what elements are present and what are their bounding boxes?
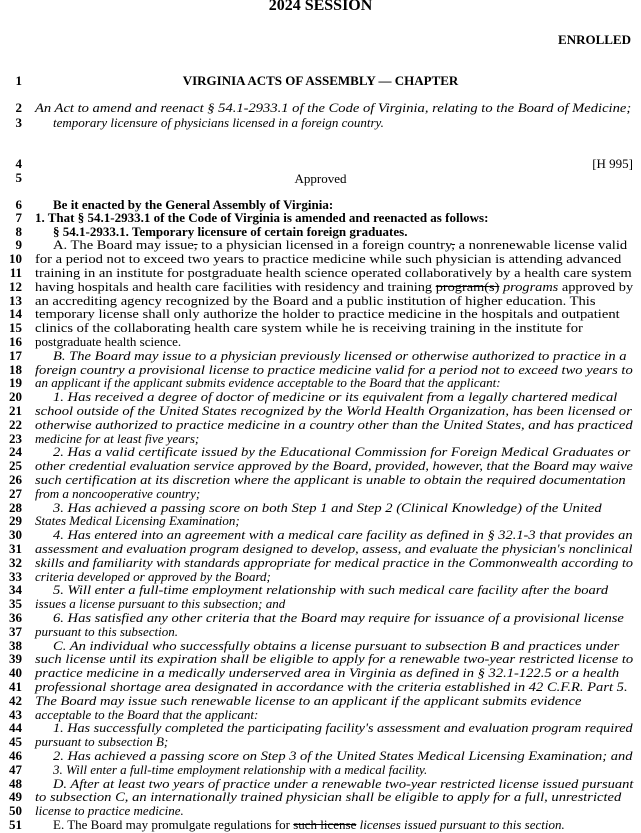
line-35 bbox=[0, 597, 641, 610]
line-11 bbox=[0, 266, 641, 279]
line-24 bbox=[0, 445, 641, 458]
line-49 bbox=[0, 790, 641, 803]
line-text bbox=[35, 376, 501, 389]
line-number: 31 bbox=[9, 541, 22, 556]
line-number: 43 bbox=[9, 707, 22, 722]
text-segment: 5. Will enter a full-time employment relationship with such medical care facility after the board bbox=[53, 582, 609, 597]
line-32 bbox=[0, 556, 641, 569]
line-37 bbox=[0, 625, 641, 638]
line-text bbox=[35, 790, 621, 803]
line-number: 14 bbox=[9, 306, 22, 321]
text-segment: 3. Has achieved a passing score on both Step 1 and Step 2 (Clinical Knowledge) of the United bbox=[53, 500, 602, 515]
line-number: 33 bbox=[9, 569, 22, 584]
line-number: 12 bbox=[9, 279, 22, 294]
line-number: 49 bbox=[9, 789, 22, 804]
line-number: 46 bbox=[9, 748, 22, 763]
line-text bbox=[35, 735, 168, 748]
line-44 bbox=[0, 721, 641, 734]
line-text bbox=[35, 335, 181, 348]
line-2 bbox=[0, 101, 641, 114]
line-4 bbox=[0, 157, 641, 170]
line-number: 51 bbox=[9, 817, 22, 832]
line-number: 29 bbox=[9, 513, 22, 528]
line-text bbox=[53, 611, 624, 624]
line-text bbox=[53, 583, 608, 596]
line-number: 20 bbox=[9, 389, 22, 404]
text-segment: Be it enacted by the General Assembly of Virginia: bbox=[53, 197, 334, 212]
text-segment: temporary licensure of physicians licensed in a foreign country. bbox=[53, 115, 384, 130]
text-segment: issues a license pursuant to this subsection; and bbox=[35, 596, 286, 611]
line-text bbox=[35, 473, 626, 486]
line-number: 30 bbox=[9, 527, 22, 542]
line-19 bbox=[0, 376, 641, 389]
text-segment: E. The Board may promulgate regulations for bbox=[53, 817, 294, 832]
text-segment: approved by bbox=[558, 279, 634, 294]
line-text bbox=[35, 307, 620, 320]
line-text bbox=[35, 404, 632, 417]
line-26 bbox=[0, 473, 641, 486]
line-number: 7 bbox=[15, 210, 22, 225]
text-segment: acceptable to the Board that the applicant: bbox=[35, 707, 259, 722]
text-segment: medicine for at least five years; bbox=[35, 431, 200, 446]
line-16 bbox=[0, 335, 641, 348]
line-21 bbox=[0, 404, 641, 417]
line-text bbox=[53, 445, 630, 458]
line-number: 47 bbox=[9, 762, 22, 777]
line-text bbox=[35, 694, 581, 707]
line-number: 9 bbox=[15, 237, 22, 252]
line-31 bbox=[0, 542, 641, 555]
line-number: 25 bbox=[9, 458, 22, 473]
text-segment: B. The Board may issue to a physician previously licensed or otherwise authorized to practice in a bbox=[53, 348, 627, 363]
text-segment: criteria developed or approved by the Board; bbox=[35, 569, 271, 584]
text-segment: professional shortage area designated in accordance with the criteria established in 42 C.F.R. Part 5. bbox=[35, 679, 628, 694]
line-number: 50 bbox=[9, 803, 22, 818]
line-text bbox=[35, 652, 633, 665]
line-number: 27 bbox=[9, 486, 22, 501]
struck-text: program(s) bbox=[435, 279, 500, 294]
text-segment: 3. Will enter a full-time employment relationship with a medical facility. bbox=[53, 762, 428, 777]
line-number: 3 bbox=[15, 115, 22, 130]
line-17 bbox=[0, 349, 641, 362]
enrolled-label: ENROLLED bbox=[558, 32, 631, 47]
text-segment: The Board may issue such renewable license to an applicant if the applicant submits evidence bbox=[35, 693, 582, 708]
line-text bbox=[35, 514, 240, 527]
text-segment: to subsection C, an internationally trained physician shall be eligible to apply for a full, unrestricted bbox=[35, 789, 622, 804]
line-number: 13 bbox=[9, 293, 22, 308]
line-text bbox=[35, 666, 619, 679]
line-number: 36 bbox=[9, 610, 22, 625]
line-number: 41 bbox=[9, 679, 22, 694]
line-12 bbox=[0, 280, 641, 293]
text-segment: pursuant to subsection B; bbox=[35, 734, 169, 749]
text-segment: license to practice medicine. bbox=[35, 803, 184, 818]
line-text bbox=[35, 487, 200, 500]
line-7 bbox=[0, 211, 641, 224]
line-number: 10 bbox=[9, 251, 22, 266]
line-25 bbox=[0, 459, 641, 472]
line-number: 42 bbox=[9, 693, 22, 708]
line-text bbox=[53, 390, 617, 403]
text-segment: D. After at least two years of practice under a renewable two-year restricted license issued pursuant bbox=[53, 776, 634, 791]
text-segment: a nonrenewable license valid bbox=[454, 237, 628, 252]
line-45 bbox=[0, 735, 641, 748]
line-number: 22 bbox=[9, 417, 22, 432]
line-1 bbox=[0, 74, 641, 87]
text-segment: such license until its expiration shall be eligible to apply for a renewable two-year restricted license to bbox=[35, 651, 634, 666]
line-number: 38 bbox=[9, 638, 22, 653]
line-number: 44 bbox=[9, 720, 22, 735]
line-10 bbox=[0, 252, 641, 265]
text-segment: 1. That § 54.1-2933.1 of the Code of Virginia is amended and reenacted as follows: bbox=[35, 210, 489, 225]
text-segment: An Act to amend and reenact § 54.1-2933.1 of the Code of Virginia, relating to the Board of Medicine; bbox=[35, 100, 632, 115]
text-segment: States Medical Licensing Examination; bbox=[35, 513, 240, 528]
text-segment: having hospitals and health care facilities with residency and training bbox=[35, 279, 436, 294]
line-text bbox=[35, 101, 631, 114]
text-segment: skills and familiarity with standards appropriate for medical practice in the Commonwealth according to bbox=[35, 555, 634, 570]
text-segment: licenses issued pursuant to this section. bbox=[359, 817, 565, 832]
line-number: 39 bbox=[9, 651, 22, 666]
line-number: 23 bbox=[9, 431, 22, 446]
line-text bbox=[35, 459, 633, 472]
line-number: 1 bbox=[15, 73, 22, 88]
text-segment: 4. Has entered into an agreement with a medical care facility as defined in § 32.1-3 that provides an bbox=[53, 527, 633, 542]
line-text bbox=[35, 321, 583, 334]
text-segment: programs bbox=[503, 279, 559, 294]
text-segment: pursuant to this subsection. bbox=[35, 624, 179, 639]
line-number: 4 bbox=[15, 156, 22, 171]
text-segment: A. The Board may issue bbox=[53, 237, 194, 252]
text-segment: otherwise authorized to practice medicine in a country other than the United States, and has practiced bbox=[35, 417, 633, 432]
line-text bbox=[53, 528, 633, 541]
line-22 bbox=[0, 418, 641, 431]
line-text bbox=[53, 763, 427, 776]
text-segment: C. An individual who successfully obtains a license pursuant to subsection B and practices under bbox=[53, 638, 620, 653]
line-number: 21 bbox=[9, 403, 22, 418]
line-34 bbox=[0, 583, 641, 596]
line-5 bbox=[0, 171, 641, 184]
text-segment: such certification at its discretion where the applicant is unable to obtain the required documentation bbox=[35, 472, 626, 487]
line-number: 19 bbox=[9, 375, 22, 390]
line-36 bbox=[0, 611, 641, 624]
line-number: 37 bbox=[9, 624, 22, 639]
text-segment: temporary license shall only authorize the holder to practice medicine in the hospitals and outpatient bbox=[35, 306, 620, 321]
line-number: 18 bbox=[9, 362, 22, 377]
text-segment: § 54.1-2933.1. Temporary licensure of certain foreign graduates. bbox=[53, 224, 408, 239]
text-segment: 1. Has successfully completed the participating facility's assessment and evaluation program required bbox=[53, 720, 633, 735]
line-number: 6 bbox=[15, 197, 22, 212]
line-text bbox=[35, 266, 632, 279]
text-segment: foreign country a provisional license to practice medicine valid for a period not to exceed two years to bbox=[35, 362, 633, 377]
text-segment: training in an institute for postgraduate health science operated collaboratively by a health care system bbox=[35, 265, 632, 280]
struck-text: , bbox=[451, 237, 455, 252]
line-number: 40 bbox=[9, 665, 22, 680]
line-text bbox=[35, 804, 184, 817]
line-30 bbox=[0, 528, 641, 541]
line-47 bbox=[0, 763, 641, 776]
text-segment: clinics of the collaborating health care system while he is receiving training in the institute for bbox=[35, 320, 583, 335]
line-3 bbox=[0, 116, 641, 129]
line-number: 5 bbox=[15, 170, 22, 185]
line-number: 11 bbox=[9, 265, 22, 280]
text-segment: an applicant if the applicant submits evidence acceptable to the Board that the applicant: bbox=[35, 375, 501, 390]
document-title: VIRGINIA ACTS OF ASSEMBLY — CHAPTER bbox=[182, 73, 459, 88]
text-segment: 1. Has received a degree of doctor of medicine or its equivalent from a legally chartered medical bbox=[53, 389, 618, 404]
text-segment: for a period not to exceed two years to practice medicine while such physician is attending advanced bbox=[35, 251, 622, 266]
line-41 bbox=[0, 680, 641, 693]
struck-text: , bbox=[193, 237, 198, 252]
line-text bbox=[53, 749, 632, 762]
line-text bbox=[35, 625, 178, 638]
line-text bbox=[53, 818, 565, 831]
text-segment: 2. Has a valid certificate issued by the Educational Commission for Foreign Medical Graduates or bbox=[53, 444, 631, 459]
line-text bbox=[35, 542, 632, 555]
line-9 bbox=[0, 238, 641, 251]
line-42 bbox=[0, 694, 641, 707]
line-50 bbox=[0, 804, 641, 817]
line-number: 26 bbox=[9, 472, 22, 487]
text-segment: from a noncooperative country; bbox=[35, 486, 201, 501]
line-text bbox=[35, 680, 628, 693]
line-number: 8 bbox=[15, 224, 22, 239]
session-heading: 2024 SESSION bbox=[268, 0, 373, 14]
text-segment: 2. Has achieved a passing score on Step 3 of the United States Medical Licensing Examination; and bbox=[53, 748, 633, 763]
line-number: 35 bbox=[9, 596, 22, 611]
line-27 bbox=[0, 487, 641, 500]
line-text bbox=[53, 116, 384, 129]
line-40 bbox=[0, 666, 641, 679]
text-segment: other credential evaluation service approved by the Board, provided, however, that the Board may waive bbox=[35, 458, 633, 473]
line-text bbox=[35, 280, 633, 293]
line-number: 16 bbox=[9, 334, 22, 349]
line-number: 34 bbox=[9, 582, 22, 597]
line-number: 48 bbox=[9, 776, 22, 791]
line-number: 17 bbox=[9, 348, 22, 363]
line-number: 24 bbox=[9, 444, 22, 459]
text-segment: to a physician licensed in a foreign country bbox=[197, 237, 452, 252]
text-segment: postgraduate health science. bbox=[35, 334, 182, 349]
line-number: 45 bbox=[9, 734, 22, 749]
line-text bbox=[35, 252, 621, 265]
text-segment: an accrediting agency recognized by the Board and a public institution of higher education. This bbox=[35, 293, 596, 308]
line-46 bbox=[0, 749, 641, 762]
line-text bbox=[53, 349, 627, 362]
line-text bbox=[53, 721, 633, 734]
line-51 bbox=[0, 818, 641, 831]
line-text bbox=[35, 556, 633, 569]
text-segment: school outside of the United States recognized by the World Health Organization, has been licensed or bbox=[35, 403, 632, 418]
struck-text: such license bbox=[293, 817, 357, 832]
line-39 bbox=[0, 652, 641, 665]
text-segment: assessment and evaluation program designed to develop, assess, and evaluate the physician's nonclinical bbox=[35, 541, 633, 556]
bill-number: [H 995] bbox=[592, 156, 633, 171]
line-number: 2 bbox=[15, 100, 22, 115]
line-15 bbox=[0, 321, 641, 334]
text-segment: 6. Has satisfied any other criteria that the Board may require for issuance of a provisional license bbox=[53, 610, 624, 625]
line-20 bbox=[0, 390, 641, 403]
line-text bbox=[35, 418, 633, 431]
line-number: 15 bbox=[9, 320, 22, 335]
approved-label: Approved bbox=[294, 171, 347, 186]
line-text bbox=[35, 597, 285, 610]
line-14 bbox=[0, 307, 641, 320]
line-text bbox=[35, 211, 488, 224]
text-segment: practice medicine in a medically underserved area in Virginia as defined in § 32.1-122.5 or a health bbox=[35, 665, 620, 680]
line-number: 32 bbox=[9, 555, 22, 570]
line-text bbox=[53, 238, 627, 251]
line-number: 28 bbox=[9, 500, 22, 515]
line-29 bbox=[0, 514, 641, 527]
